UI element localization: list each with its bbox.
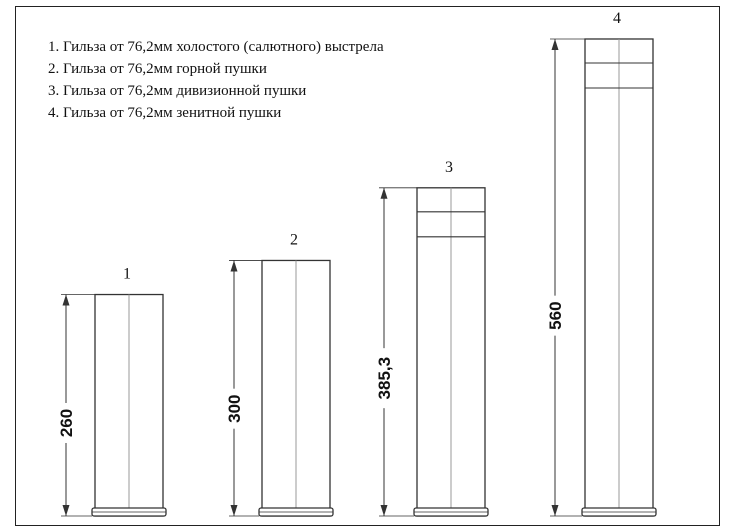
case-1-arrow-top xyxy=(63,295,70,306)
case-2-arrow-top xyxy=(231,260,238,271)
case-4-number: 4 xyxy=(613,9,621,27)
case-3-arrow-bottom xyxy=(381,505,388,516)
case-3-dimension-label: 385,3 xyxy=(375,356,394,400)
legend-item-2: 2. Гильза от 76,2мм горной пушки xyxy=(48,61,267,77)
case-2-number: 2 xyxy=(290,231,298,249)
case-1-number: 1 xyxy=(123,265,131,283)
case-4-arrow-top xyxy=(552,39,559,50)
case-1-arrow-bottom xyxy=(63,505,70,516)
case-3-number: 3 xyxy=(445,158,453,176)
legend-item-4: 4. Гильза от 76,2мм зенитной пушки xyxy=(48,105,282,121)
case-4-arrow-bottom xyxy=(552,505,559,516)
case-2-dimension-label: 300 xyxy=(225,394,244,423)
case-1-dimension-label: 260 xyxy=(57,408,76,438)
case-3-arrow-top xyxy=(381,188,388,199)
legend-item-3: 3. Гильза от 76,2мм дивизионной пушки xyxy=(48,83,307,99)
legend-item-1: 1. Гильза от 76,2мм холостого (салютного) выстрела xyxy=(48,39,384,55)
case-2-arrow-bottom xyxy=(231,505,238,516)
case-4-dimension-label: 560 xyxy=(546,301,565,330)
